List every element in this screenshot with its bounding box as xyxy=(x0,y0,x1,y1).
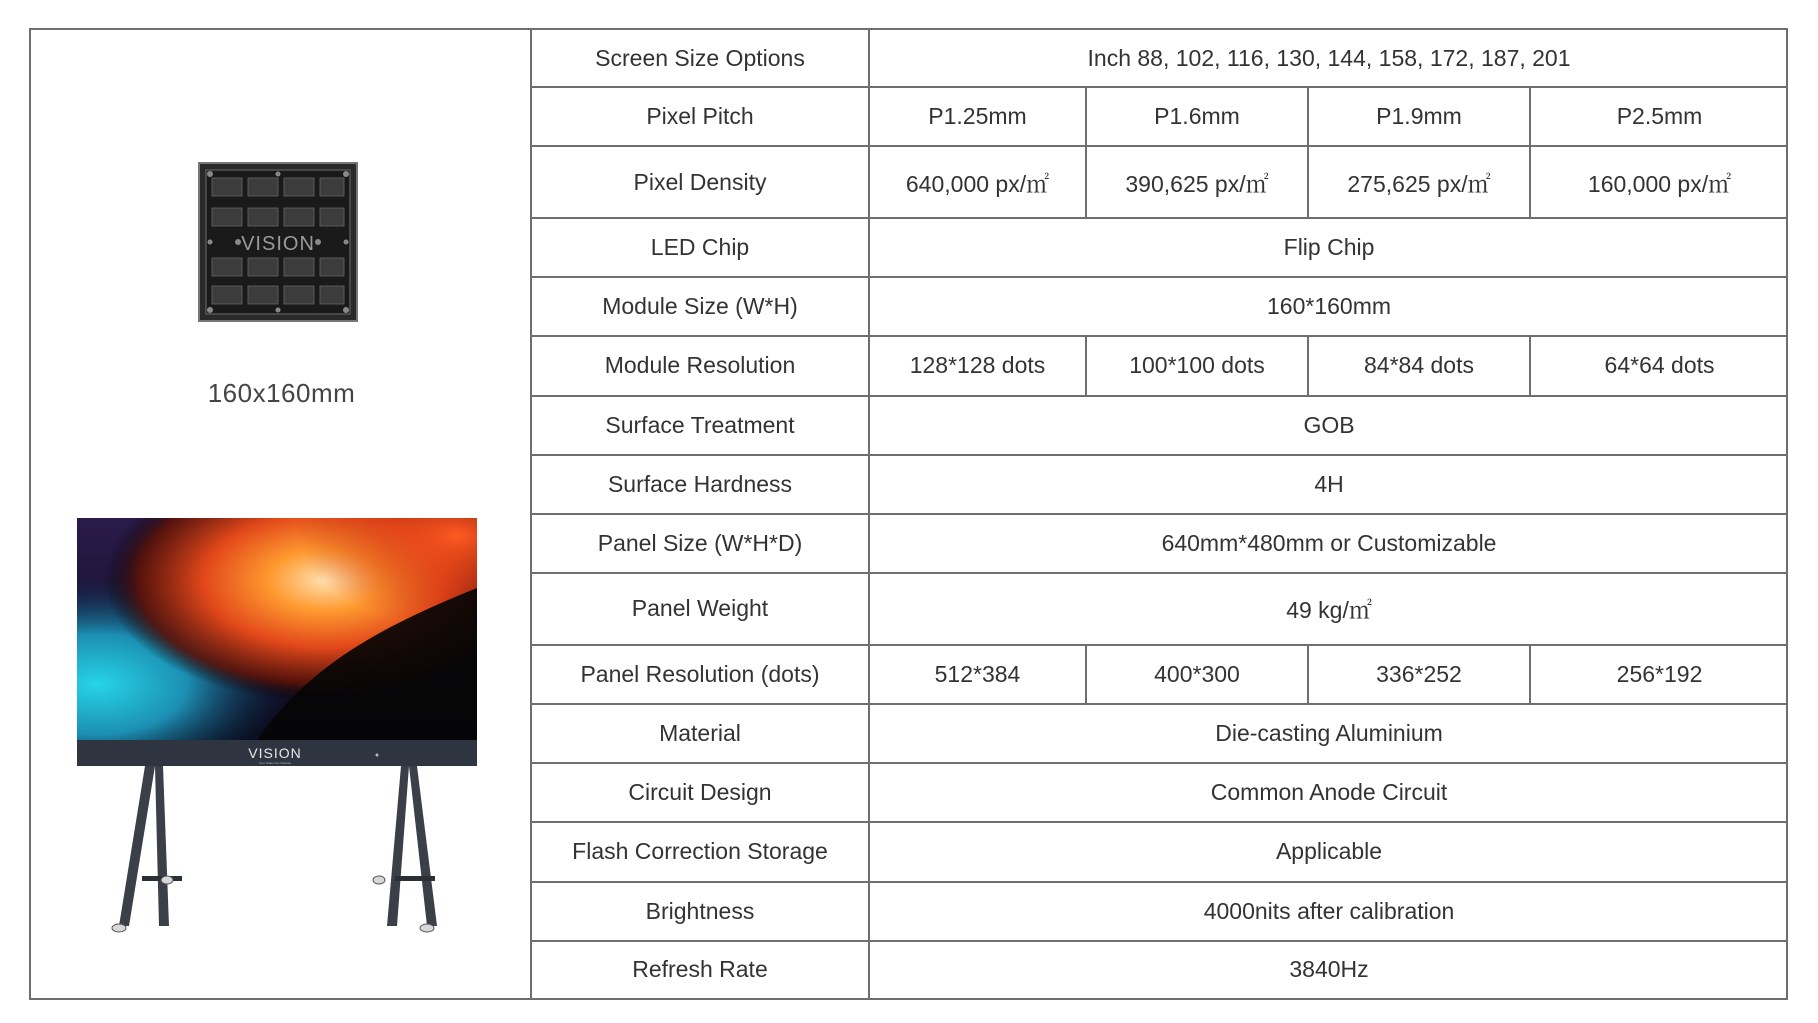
spec-value: 256*192 xyxy=(1530,645,1788,704)
spec-row xyxy=(532,146,1788,217)
product-images-panel xyxy=(31,30,532,998)
spec-label: Surface Hardness xyxy=(532,455,869,514)
spec-value: 640,000 px/㎡ xyxy=(869,146,1086,217)
spec-value: P1.9mm xyxy=(1308,87,1530,146)
spec-label: Material xyxy=(532,704,869,763)
spec-value: Common Anode Circuit xyxy=(869,763,1788,822)
spec-label: Module Size (W*H) xyxy=(532,277,869,336)
spec-label: Pixel Density xyxy=(532,146,869,217)
spec-label: Pixel Pitch xyxy=(532,87,869,146)
spec-row xyxy=(532,277,1788,336)
spec-value: Inch 88, 102, 116, 130, 144, 158, 172, 187, 201 xyxy=(869,30,1788,87)
spec-row xyxy=(532,336,1788,395)
spec-value: 160,000 px/㎡ xyxy=(1530,146,1788,217)
spec-value: 64*64 dots xyxy=(1530,336,1788,395)
spec-value: 4000nits after calibration xyxy=(869,882,1788,941)
spec-value: GOB xyxy=(869,396,1788,455)
module-brand-text: VISION xyxy=(241,233,315,255)
spec-value: P1.25mm xyxy=(869,87,1086,146)
spec-value: 84*84 dots xyxy=(1308,336,1530,395)
spec-row xyxy=(532,882,1788,941)
spec-row xyxy=(532,941,1788,998)
spec-row xyxy=(532,30,1788,87)
spec-row xyxy=(532,514,1788,573)
display-brand-text: VISION xyxy=(248,745,302,761)
spec-label: Panel Resolution (dots) xyxy=(532,645,869,704)
spec-sheet xyxy=(29,28,1788,1000)
spec-row xyxy=(532,822,1788,881)
spec-value: 275,625 px/㎡ xyxy=(1308,146,1530,217)
spec-value: 640mm*480mm or Customizable xyxy=(869,514,1788,573)
spec-row xyxy=(532,455,1788,514)
spec-row xyxy=(532,645,1788,704)
spec-value: Applicable xyxy=(869,822,1788,881)
spec-value: 512*384 xyxy=(869,645,1086,704)
spec-value: 3840Hz xyxy=(869,941,1788,998)
spec-row xyxy=(532,704,1788,763)
spec-label: Refresh Rate xyxy=(532,941,869,998)
spec-label: Screen Size Options xyxy=(532,30,869,87)
spec-value: P1.6mm xyxy=(1086,87,1308,146)
spec-label: Panel Weight xyxy=(532,573,869,644)
spec-label: LED Chip xyxy=(532,218,869,277)
spec-table xyxy=(532,30,1788,998)
spec-value: P2.5mm xyxy=(1530,87,1788,146)
spec-row xyxy=(532,87,1788,146)
spec-value: 100*100 dots xyxy=(1086,336,1308,395)
spec-value: Die-casting Aluminium xyxy=(869,704,1788,763)
display-tagline: Your Vision Our Passion xyxy=(258,761,292,765)
spec-value: 160*160mm xyxy=(869,277,1788,336)
spec-label: Panel Size (W*H*D) xyxy=(532,514,869,573)
spec-label: Flash Correction Storage xyxy=(532,822,869,881)
spec-value: 400*300 xyxy=(1086,645,1308,704)
spec-row xyxy=(532,218,1788,277)
spec-row xyxy=(532,573,1788,644)
spec-value: 336*252 xyxy=(1308,645,1530,704)
led-module-image xyxy=(198,162,358,322)
display-stand-image xyxy=(77,518,477,958)
spec-row xyxy=(532,396,1788,455)
spec-value: 390,625 px/㎡ xyxy=(1086,146,1308,217)
spec-value: 128*128 dots xyxy=(869,336,1086,395)
spec-value: 4H xyxy=(869,455,1788,514)
spec-row xyxy=(532,763,1788,822)
spec-label: Surface Treatment xyxy=(532,396,869,455)
spec-label: Circuit Design xyxy=(532,763,869,822)
spec-label: Brightness xyxy=(532,882,869,941)
module-caption: 160x160mm xyxy=(207,378,356,408)
spec-value: Flip Chip xyxy=(869,218,1788,277)
spec-value: 49 kg/㎡ xyxy=(869,573,1788,644)
spec-label: Module Resolution xyxy=(532,336,869,395)
